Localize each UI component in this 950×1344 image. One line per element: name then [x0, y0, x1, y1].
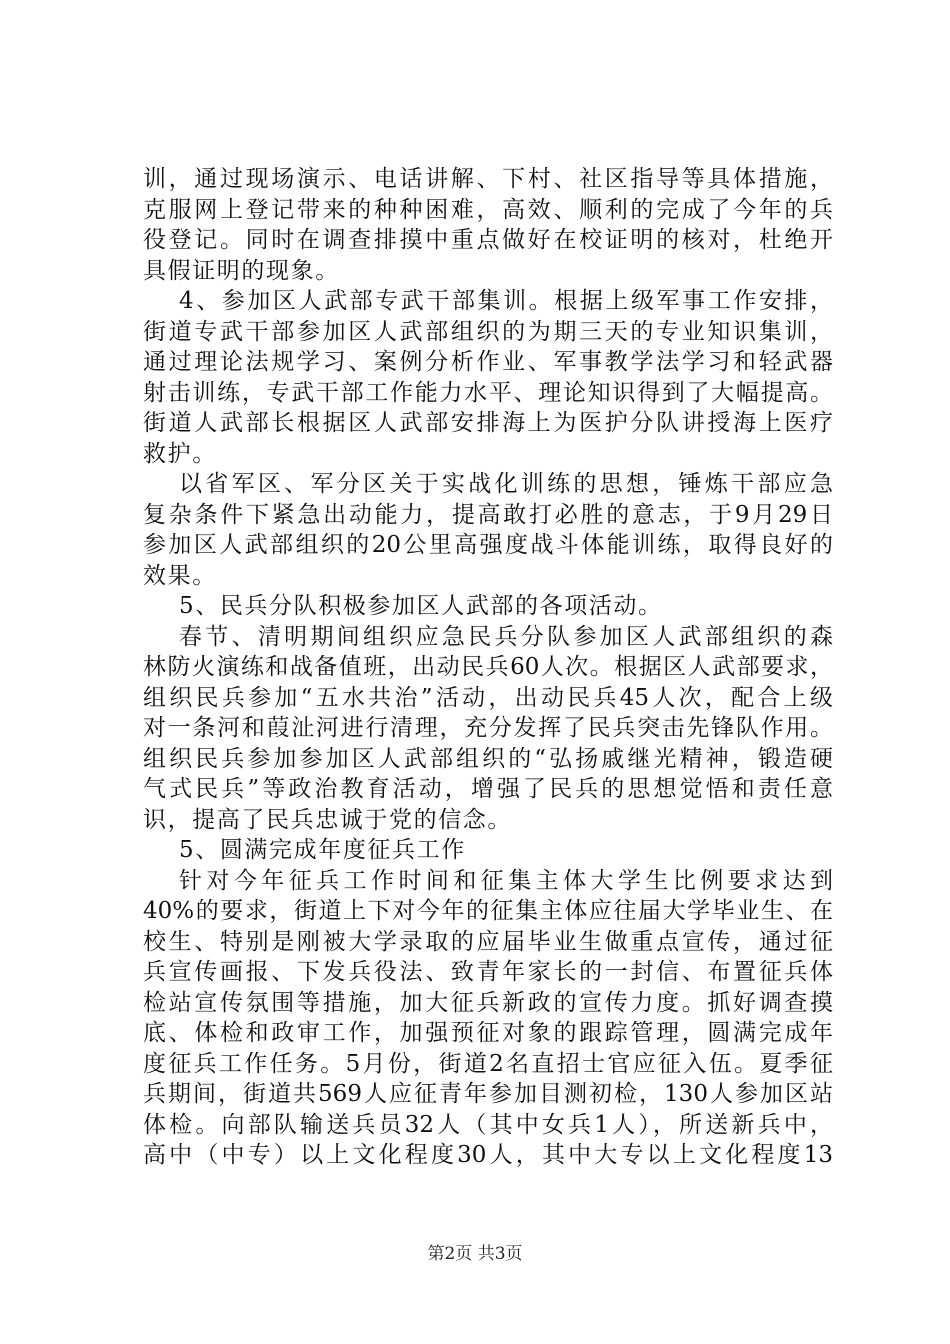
- text-line: 具假证明的现象。: [143, 257, 340, 284]
- text-line: 射击训练，专武干部工作能力水平、理论知识得到了大幅提高。: [143, 379, 833, 406]
- text-line: 5、民兵分队积极参加区人武部的各项活动。: [179, 593, 663, 619]
- text-line: 气式民兵”等政治教育活动，增强了民兵的思想觉悟和责任意: [143, 776, 833, 802]
- text-line: 识，提高了民兵忠诚于党的信念。: [143, 806, 512, 833]
- text-line: 街道人武部长根据区人武部安排海上为医护分队讲授海上医疗: [143, 410, 833, 436]
- text-line: 4、参加区人武部专武干部集训。根据上级军事工作安排，: [179, 288, 833, 314]
- text-line: 救护。: [143, 440, 217, 467]
- text-line: 5、圆满完成年度征兵工作: [179, 837, 466, 863]
- text-line: 对一条河和葭沚河进行清理，充分发挥了民兵突击先锋队作用。: [143, 715, 833, 741]
- body-text: [143, 164, 833, 1171]
- text-line: 街道专武干部参加区人武部组织的为期三天的专业知识集训，: [143, 318, 833, 345]
- text-line: 针对今年征兵工作时间和征集主体大学生比例要求达到: [179, 867, 833, 894]
- text-line: 以省军区、军分区关于实战化训练的思想，锤炼干部应急: [179, 471, 833, 497]
- text-line: 通过理论法规学习、案例分析作业、军事教学法学习和轻武器: [143, 349, 833, 375]
- text-line: 役登记。同时在调查排摸中重点做好在校证明的核对，杜绝开: [143, 227, 833, 253]
- text-line: 组织民兵参加参加区人武部组织的“弘扬戚继光精神，锻造硬: [143, 745, 833, 772]
- text-line: 春节、清明期间组织应急民兵分队参加区人武部组织的森: [179, 623, 833, 650]
- text-line: 克服网上登记带来的种种困难，高效、顺利的完成了今年的兵: [143, 196, 833, 223]
- text-line: 效果。: [143, 562, 217, 589]
- text-line: 40%的要求，街道上下对今年的征集主体应往届大学毕业生、在: [143, 898, 833, 924]
- text-line: 兵宣传画报、下发兵役法、致青年家长的一封信、布置征兵体: [143, 959, 833, 985]
- text-line: 校生、特别是刚被大学录取的应届毕业生做重点宣传，通过征: [143, 928, 833, 955]
- text-line: 度征兵工作任务。5月份，街道2名直招士官应征入伍。夏季征: [143, 1050, 833, 1077]
- text-line: 组织民兵参加“五水共治”活动，出动民兵45人次，配合上级: [143, 684, 833, 711]
- text-line: 高中（中专）以上文化程度30人，其中大专以上文化程度13: [143, 1142, 833, 1168]
- text-line: 检站宣传氛围等措施，加大征兵新政的宣传力度。抓好调查摸: [143, 989, 833, 1016]
- text-line: 复杂条件下紧急出动能力，提高敢打必胜的意志，于9月29日: [143, 501, 833, 528]
- text-line: 底、体检和政审工作，加强预征对象的跟踪管理，圆满完成年: [143, 1020, 833, 1046]
- text-line: 体检。向部队输送兵员32人（其中女兵1人），所送新兵中，: [143, 1111, 833, 1138]
- text-line: 林防火演练和战备值班，出动民兵60人次。根据区人武部要求，: [143, 654, 833, 680]
- page-footer: 第2页 共3页: [427, 1244, 523, 1264]
- text-line: 训，通过现场演示、电话讲解、下村、社区指导等具体措施，: [143, 166, 833, 192]
- text-line: 参加区人武部组织的20公里高强度战斗体能训练，取得良好的: [143, 532, 833, 558]
- text-line: 兵期间，街道共569人应征青年参加目测初检，130人参加区站: [143, 1081, 833, 1107]
